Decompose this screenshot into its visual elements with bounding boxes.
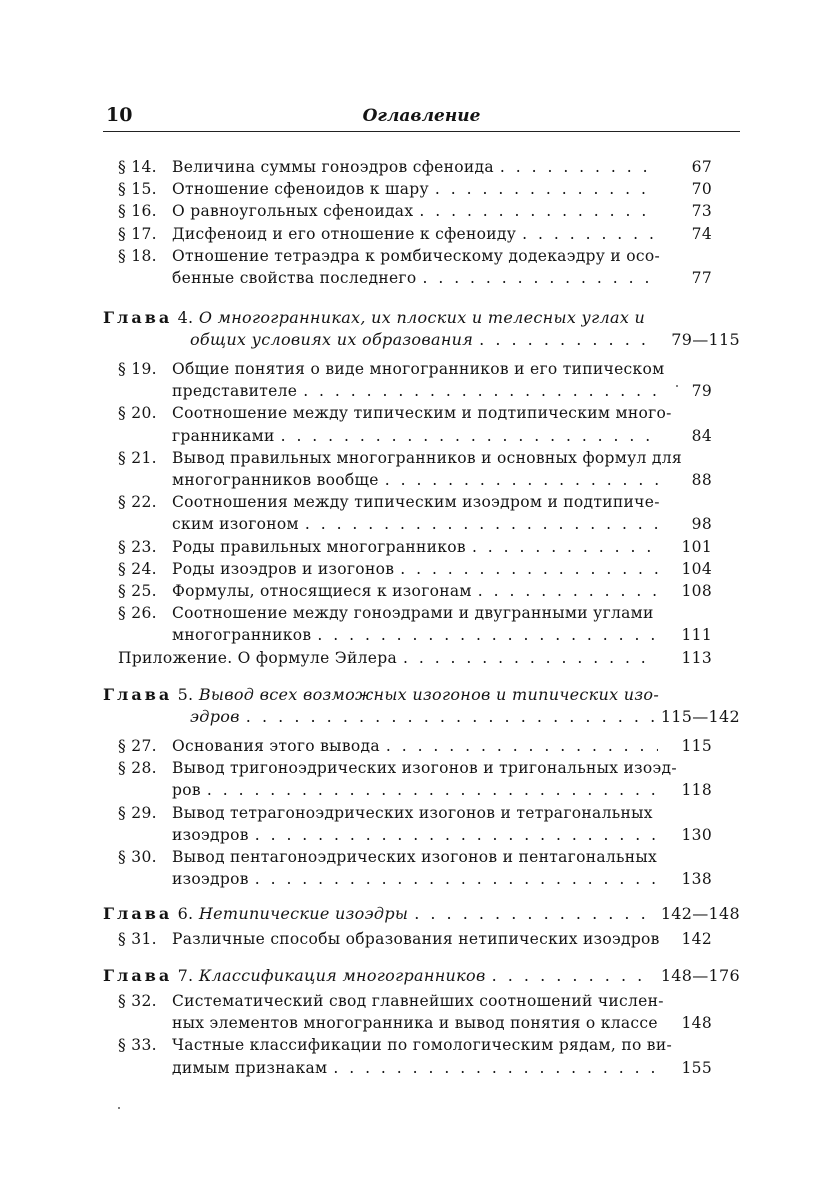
appendix-leader <box>118 649 664 667</box>
chapter-title-line: Классификация многогранников <box>198 966 486 985</box>
section-title-leader <box>172 225 664 243</box>
chapter-number: 4. <box>177 308 194 327</box>
section-title-leader <box>172 158 664 176</box>
dot-leader <box>492 966 654 985</box>
chapter-line <box>103 966 486 985</box>
chapter-line <box>103 308 645 327</box>
section-title-line: многогранников вообще <box>172 470 379 489</box>
page-ref: 130 <box>681 825 712 844</box>
section-number: § 20. <box>118 404 157 423</box>
page-ref: 118 <box>681 781 712 800</box>
dot-leader <box>403 649 658 667</box>
section-number: § 15. <box>118 180 157 199</box>
page-ref: 77 <box>691 268 712 287</box>
dot-leader <box>246 707 654 726</box>
header-rule <box>103 131 740 132</box>
page-ref: 73 <box>691 202 712 221</box>
chapter-number: 7. <box>177 966 194 985</box>
running-title: Оглавление <box>362 106 481 126</box>
dot-leader <box>419 202 658 220</box>
chapter-page-range: 142—148 <box>660 904 740 923</box>
chapter-label: Глава <box>103 966 173 985</box>
section-title-line: Соотношения между типическим изоэдром и подтипиче- <box>172 493 660 512</box>
section-title-line: многогранников <box>172 626 312 645</box>
page-ref: 79 <box>691 382 712 401</box>
dot-leader <box>281 427 658 445</box>
page-ref: 70 <box>691 180 712 199</box>
chapter-title-line: Вывод всех возможных изогонов и типических изо- <box>198 685 660 704</box>
section-title-leader <box>172 269 664 287</box>
section-title-line: Формулы, относящиеся к изогонам <box>172 582 472 600</box>
section-number: § 14. <box>118 158 157 176</box>
chapter-label: Глава <box>103 308 173 327</box>
chapter-page-range: 115—142 <box>660 707 740 727</box>
section-title-leader <box>172 582 664 600</box>
section-number: § 19. <box>118 360 157 378</box>
section-title-line: ским изогоном <box>172 515 299 534</box>
section-title-line: представителе <box>172 382 298 401</box>
section-title-leader <box>172 560 664 578</box>
section-title-line: Вывод правильных многогранников и основных формул для <box>172 448 682 467</box>
page-ref: 148 <box>681 1014 712 1033</box>
chapter-page-range: 79—115 <box>671 330 740 350</box>
section-number: § 30. <box>118 848 157 866</box>
chapter-title-leader <box>190 330 660 349</box>
section-number: § 33. <box>118 1036 157 1055</box>
section-title-line: Роды изоэдров и изогонов <box>172 559 395 578</box>
section-number: § 23. <box>118 537 157 556</box>
section-title-leader <box>172 471 664 489</box>
page-ref: 84 <box>691 426 712 445</box>
section-number: § 22. <box>118 493 157 512</box>
section-number: § 17. <box>118 224 157 243</box>
dot-leader <box>317 626 658 644</box>
section-title-line: Основания этого вывода <box>172 737 380 755</box>
dot-leader <box>385 471 658 489</box>
section-title-line: Общие понятия о виде многогранников и его типическом <box>172 360 665 378</box>
section-title-leader <box>172 202 664 220</box>
section-title-line: О равноугольных сфеноидах <box>172 202 414 221</box>
section-title-leader <box>172 538 664 556</box>
page-ref: 142 <box>681 930 712 948</box>
section-title-leader <box>172 781 664 799</box>
chapter-title-line: Нетипические изоэдры <box>198 904 409 923</box>
chapter-title-leader <box>103 904 660 923</box>
chapter-label: Глава <box>103 685 173 704</box>
chapter-title-leader <box>103 966 660 985</box>
section-title-line: гранниками <box>172 426 275 445</box>
page-ref: 104 <box>681 559 712 578</box>
section-number: § 31. <box>118 930 157 948</box>
page-speck <box>676 385 678 387</box>
dot-leader <box>400 560 658 578</box>
page-ref: 113 <box>681 648 712 667</box>
section-title-line: Соотношение между гоноэдрами и двугранными углами <box>172 604 654 623</box>
dot-leader <box>333 1059 658 1077</box>
chapter-line <box>103 904 408 923</box>
chapter-page-range: 148—176 <box>660 966 740 985</box>
dot-leader <box>305 515 658 533</box>
section-title-line: изоэдров <box>172 825 249 844</box>
section-number: § 16. <box>118 202 157 221</box>
dot-leader <box>500 158 658 176</box>
section-number: § 21. <box>118 448 157 467</box>
section-title-line: бенные свойства последнего <box>172 268 417 287</box>
page-ref: 155 <box>681 1058 712 1077</box>
page-ref: 74 <box>691 224 712 243</box>
dot-leader <box>414 904 654 923</box>
section-number: § 29. <box>118 803 157 822</box>
chapter-label: Глава <box>103 904 173 923</box>
dot-leader <box>255 826 658 844</box>
page-ref: 98 <box>691 515 712 534</box>
section-title-line: Вывод пентагоноэдрических изогонов и пентагональных <box>172 848 658 866</box>
dot-leader <box>435 180 658 198</box>
chapter-line <box>103 685 659 704</box>
dot-leader <box>478 582 658 600</box>
chapter-title-line: общих условиях их образования <box>190 330 474 350</box>
section-title-leader <box>172 180 664 198</box>
section-title-line: ных элементов многогранника и вывод понятия о классе <box>172 1014 658 1033</box>
page-ref: 111 <box>681 626 712 645</box>
section-title-line: Роды правильных многогранников <box>172 537 466 556</box>
dot-leader <box>255 870 658 888</box>
page-ref: 138 <box>681 870 712 889</box>
section-title-line: Величина суммы гоноэдров сфеноида <box>172 158 494 176</box>
dot-leader <box>386 737 658 755</box>
page-ref: 108 <box>681 582 712 600</box>
section-title-line: Отношение сфеноидов к шару <box>172 180 429 199</box>
section-title-leader <box>172 382 664 400</box>
dot-leader <box>522 225 658 243</box>
dot-leader <box>472 538 658 556</box>
section-title-leader <box>172 515 664 533</box>
section-title-leader <box>172 870 664 888</box>
page-ref: 88 <box>691 470 712 489</box>
page-header <box>103 102 740 132</box>
dot-leader <box>303 382 658 400</box>
section-title-leader <box>172 737 664 755</box>
page-speck <box>118 1107 120 1109</box>
dot-leader <box>423 269 659 287</box>
page-ref: 115 <box>681 737 712 755</box>
section-title-leader <box>172 1059 664 1077</box>
section-number: § 26. <box>118 604 157 623</box>
section-title-line: изоэдров <box>172 870 249 889</box>
section-title-leader <box>172 826 664 844</box>
page-ref: 101 <box>681 537 712 556</box>
section-title-line: Вывод тригоноэдрических изогонов и тригональных изоэд- <box>172 759 677 778</box>
section-title-leader <box>172 930 664 948</box>
chapter-number: 6. <box>177 904 194 923</box>
page-ref: 67 <box>691 158 712 176</box>
section-title-line: Отношение тетраэдра к ромбическому додекаэдру и осо- <box>172 246 661 265</box>
section-number: § 28. <box>118 759 157 778</box>
section-number: § 18. <box>118 246 157 265</box>
dot-leader <box>207 781 658 799</box>
section-number: § 27. <box>118 737 157 755</box>
section-title-line: ров <box>172 781 201 800</box>
section-title-line: Вывод тетрагоноэдрических изогонов и тетрагональных <box>172 803 653 822</box>
section-number: § 25. <box>118 582 157 600</box>
section-title-leader <box>172 427 664 445</box>
section-title-line: Различные способы образования нетипических изоэдров <box>172 930 660 948</box>
section-title-line: Систематический свод главнейших соотношений числен- <box>172 992 664 1010</box>
chapter-title-line: О многогранниках, их плоских и телесных углах и <box>198 308 646 327</box>
section-title-leader <box>172 1014 664 1032</box>
section-title-line: димым признакам <box>172 1058 328 1077</box>
section-title-line: Частные классификации по гомологическим рядам, по ви- <box>172 1036 673 1055</box>
page-number: 10 <box>106 104 133 126</box>
section-title-leader <box>172 626 664 644</box>
appendix-title: Приложение. О формуле Эйлера <box>118 648 397 667</box>
chapter-title-line: эдров <box>190 707 240 727</box>
section-title-line: Дисфеноид и его отношение к сфеноиду <box>172 224 517 243</box>
section-number: § 24. <box>118 559 157 578</box>
dot-leader <box>479 330 654 349</box>
section-title-line: Соотношение между типическим и подтипическим много- <box>172 404 672 423</box>
chapter-title-leader <box>190 707 660 726</box>
chapter-number: 5. <box>177 685 194 704</box>
section-number: § 32. <box>118 992 157 1010</box>
